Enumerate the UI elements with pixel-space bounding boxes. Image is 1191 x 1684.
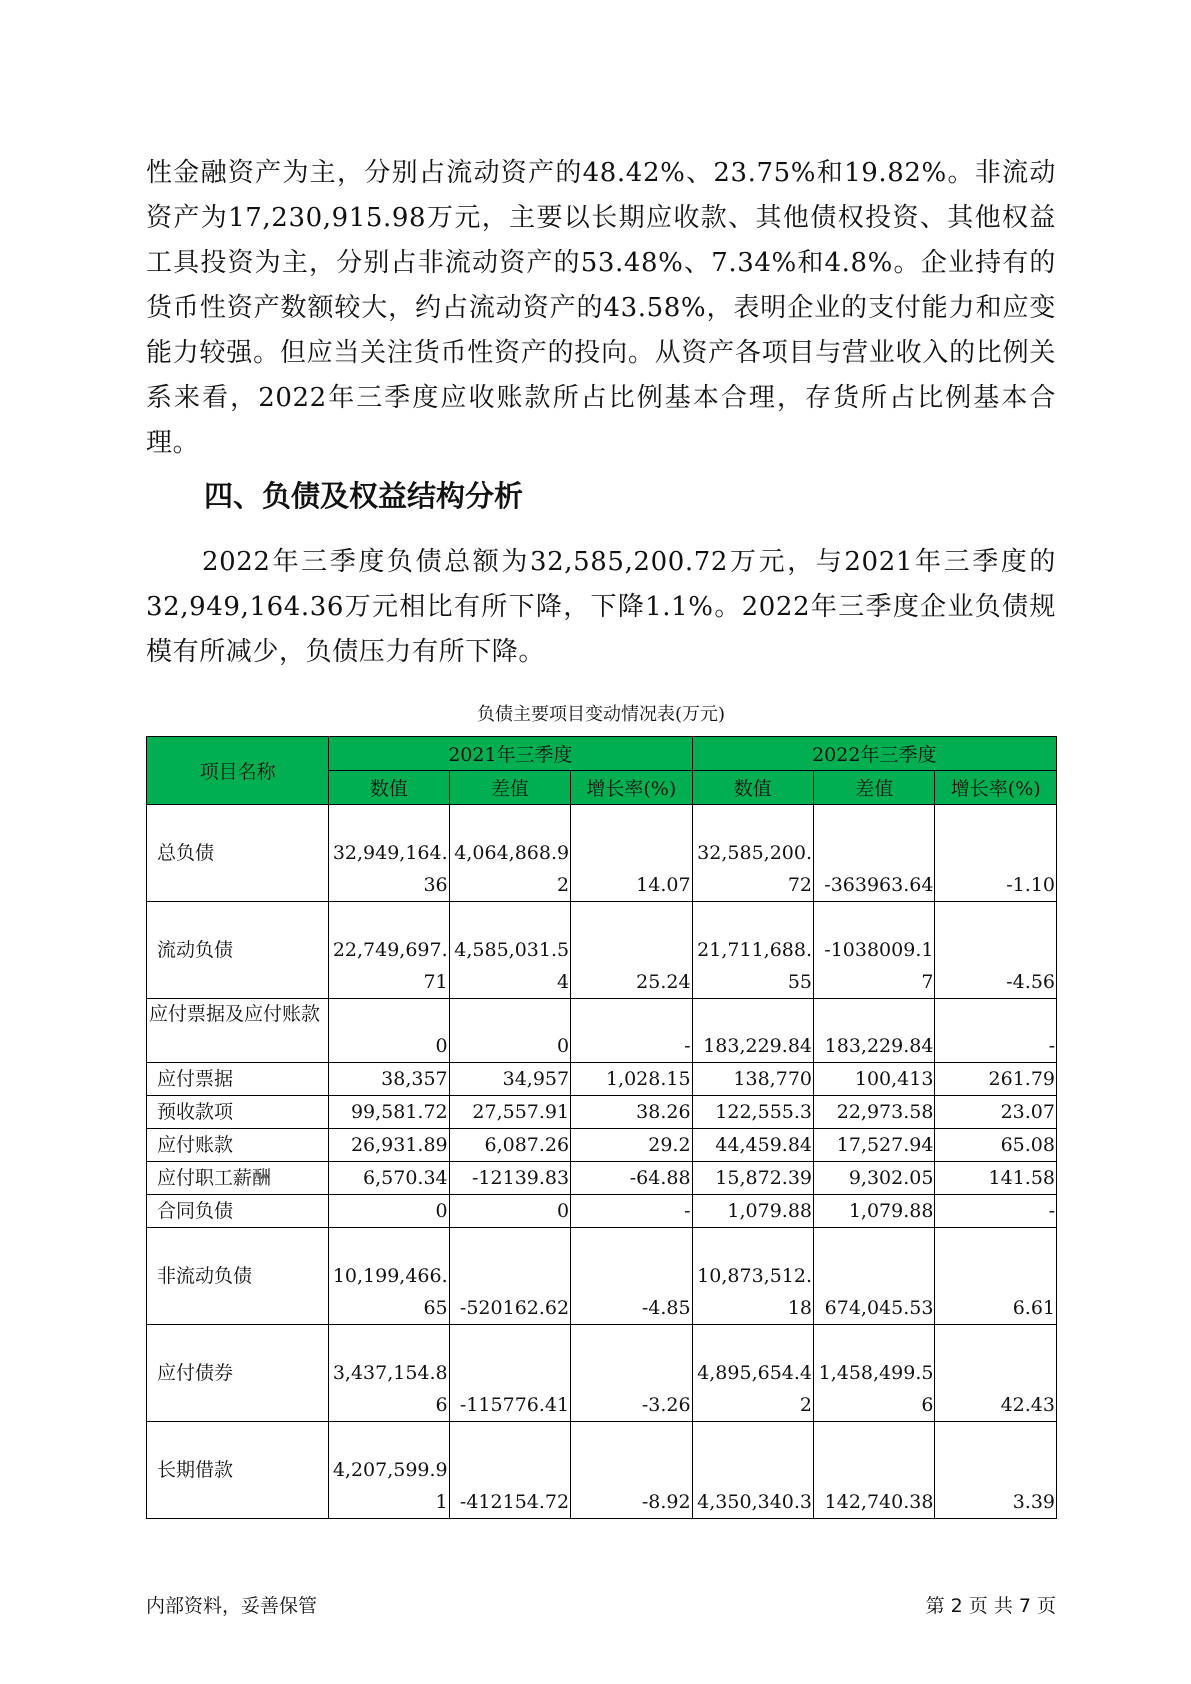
header-difference-2021: 差值 bbox=[449, 771, 570, 805]
cell-value-2021: 3,437,154.86 bbox=[329, 1325, 449, 1422]
cell-value-2022: 15,872.39 bbox=[692, 1162, 813, 1195]
cell-growth-2021: 38.26 bbox=[571, 1096, 692, 1129]
cell-growth-2021: -8.92 bbox=[571, 1422, 692, 1519]
row-name: 应付账款 bbox=[147, 1129, 329, 1162]
table-row bbox=[147, 1162, 1057, 1195]
table-row bbox=[147, 1063, 1057, 1096]
cell-value-2021: 38,357 bbox=[329, 1063, 449, 1096]
cell-growth-2021: -3.26 bbox=[571, 1325, 692, 1422]
cell-growth-2022: - bbox=[935, 1195, 1057, 1228]
cell-growth-2021: 1,028.15 bbox=[571, 1063, 692, 1096]
table-row bbox=[147, 1228, 1057, 1325]
header-growth-2022: 增长率(%) bbox=[935, 771, 1057, 805]
table-row bbox=[147, 1325, 1057, 1422]
cell-growth-2021: 14.07 bbox=[571, 805, 692, 902]
cell-value-2021: 26,931.89 bbox=[329, 1129, 449, 1162]
table-row bbox=[147, 805, 1057, 902]
cell-growth-2021: - bbox=[571, 1195, 692, 1228]
header-value-2021: 数值 bbox=[329, 771, 449, 805]
row-name: 合同负债 bbox=[147, 1195, 329, 1228]
header-period-2022: 2022年三季度 bbox=[692, 737, 1056, 771]
cell-difference-2021: 0 bbox=[449, 999, 570, 1063]
cell-growth-2021: 29.2 bbox=[571, 1129, 692, 1162]
cell-value-2022: 44,459.84 bbox=[692, 1129, 813, 1162]
cell-growth-2022: 6.61 bbox=[935, 1228, 1057, 1325]
cell-growth-2021: - bbox=[571, 999, 692, 1063]
cell-value-2021: 32,949,164.36 bbox=[329, 805, 449, 902]
cell-difference-2022: 22,973.58 bbox=[814, 1096, 935, 1129]
cell-difference-2022: 674,045.53 bbox=[814, 1228, 935, 1325]
table-row bbox=[147, 902, 1057, 999]
cell-value-2022: 21,711,688.55 bbox=[692, 902, 813, 999]
cell-value-2021: 99,581.72 bbox=[329, 1096, 449, 1129]
cell-growth-2022: 261.79 bbox=[935, 1063, 1057, 1096]
table-row bbox=[147, 1096, 1057, 1129]
row-name: 总负债 bbox=[147, 805, 329, 902]
cell-difference-2022: 142,740.38 bbox=[814, 1422, 935, 1519]
cell-value-2022: 1,079.88 bbox=[692, 1195, 813, 1228]
cell-growth-2022: 65.08 bbox=[935, 1129, 1057, 1162]
cell-growth-2022: 23.07 bbox=[935, 1096, 1057, 1129]
cell-difference-2021: 4,585,031.54 bbox=[449, 902, 570, 999]
cell-growth-2022: - bbox=[935, 999, 1057, 1063]
row-name: 流动负债 bbox=[147, 902, 329, 999]
header-difference-2022: 差值 bbox=[814, 771, 935, 805]
cell-growth-2022: -1.10 bbox=[935, 805, 1057, 902]
cell-difference-2021: 6,087.26 bbox=[449, 1129, 570, 1162]
cell-growth-2022: 141.58 bbox=[935, 1162, 1057, 1195]
table-caption: 负债主要项目变动情况表(万元) bbox=[476, 704, 726, 725]
cell-difference-2022: 17,527.94 bbox=[814, 1129, 935, 1162]
cell-growth-2022: -4.56 bbox=[935, 902, 1057, 999]
cell-difference-2021: 34,957 bbox=[449, 1063, 570, 1096]
footer-page-number: 第 2 页 共 7 页 bbox=[925, 1595, 1056, 1617]
section-heading: 四、负债及权益结构分析 bbox=[204, 479, 524, 513]
cell-growth-2021: 25.24 bbox=[571, 902, 692, 999]
cell-difference-2022: -1038009.17 bbox=[814, 902, 935, 999]
cell-difference-2021: 0 bbox=[449, 1195, 570, 1228]
cell-difference-2022: -363963.64 bbox=[814, 805, 935, 902]
cell-growth-2021: -4.85 bbox=[571, 1228, 692, 1325]
cell-difference-2021: -12139.83 bbox=[449, 1162, 570, 1195]
cell-difference-2021: -520162.62 bbox=[449, 1228, 570, 1325]
cell-difference-2022: 1,458,499.56 bbox=[814, 1325, 935, 1422]
cell-value-2022: 183,229.84 bbox=[692, 999, 813, 1063]
cell-value-2021: 0 bbox=[329, 1195, 449, 1228]
table-row bbox=[147, 1129, 1057, 1162]
cell-value-2021: 0 bbox=[329, 999, 449, 1063]
row-name: 应付票据 bbox=[147, 1063, 329, 1096]
row-name: 应付票据及应付账款 bbox=[147, 999, 329, 1063]
cell-difference-2022: 183,229.84 bbox=[814, 999, 935, 1063]
cell-value-2022: 138,770 bbox=[692, 1063, 813, 1096]
row-name: 预收款项 bbox=[147, 1096, 329, 1129]
cell-value-2022: 4,895,654.42 bbox=[692, 1325, 813, 1422]
cell-difference-2022: 1,079.88 bbox=[814, 1195, 935, 1228]
row-name: 应付职工薪酬 bbox=[147, 1162, 329, 1195]
cell-value-2021: 6,570.34 bbox=[329, 1162, 449, 1195]
cell-growth-2022: 3.39 bbox=[935, 1422, 1057, 1519]
body-paragraph-assets: 性金融资产为主，分别占流动资产的48.42%、23.75%和19.82%。非流动资产为17,230,915.98万元，主要以长期应收款、其他债权投资、其他权益工具投资为主，分别占非流动资产的53.48%、7.34%和4.8%。企业持有的货币性资产数额较大，约占流动资产的43.58%，表明企业的支付能力和应变能力较强。但应当关注货币性资产的投向。从资产各项目与营业收入的比例关系来看，2022年三季度应收账款所占比例基本合理，存货所占比例基本合理。 bbox=[146, 158, 1056, 458]
cell-difference-2021: -412154.72 bbox=[449, 1422, 570, 1519]
cell-growth-2021: -64.88 bbox=[571, 1162, 692, 1195]
cell-value-2022: 122,555.3 bbox=[692, 1096, 813, 1129]
row-name: 长期借款 bbox=[147, 1422, 329, 1519]
liability-table bbox=[146, 736, 1057, 1519]
cell-value-2021: 4,207,599.91 bbox=[329, 1422, 449, 1519]
cell-value-2022: 4,350,340.3 bbox=[692, 1422, 813, 1519]
table-row bbox=[147, 1195, 1057, 1228]
cell-difference-2021: 4,064,868.92 bbox=[449, 805, 570, 902]
cell-growth-2022: 42.43 bbox=[935, 1325, 1057, 1422]
row-name: 应付债券 bbox=[147, 1325, 329, 1422]
cell-difference-2022: 9,302.05 bbox=[814, 1162, 935, 1195]
header-item-name: 项目名称 bbox=[147, 737, 329, 805]
row-name: 非流动负债 bbox=[147, 1228, 329, 1325]
header-period-2021: 2021年三季度 bbox=[329, 737, 692, 771]
table-row bbox=[147, 1422, 1057, 1519]
cell-value-2021: 22,749,697.71 bbox=[329, 902, 449, 999]
cell-difference-2021: 27,557.91 bbox=[449, 1096, 570, 1129]
table-row bbox=[147, 999, 1057, 1063]
cell-value-2021: 10,199,466.65 bbox=[329, 1228, 449, 1325]
footer-confidential-note: 内部资料，妥善保管 bbox=[146, 1595, 318, 1617]
cell-difference-2022: 100,413 bbox=[814, 1063, 935, 1096]
header-growth-2021: 增长率(%) bbox=[571, 771, 692, 805]
body-paragraph-liabilities: 2022年三季度负债总额为32,585,200.72万元，与2021年三季度的32,949,164.36万元相比有所下降，下降1.1%。2022年三季度企业负债规模有所减少，负债压力有所下降。 bbox=[146, 547, 1056, 667]
cell-difference-2021: -115776.41 bbox=[449, 1325, 570, 1422]
cell-value-2022: 10,873,512.18 bbox=[692, 1228, 813, 1325]
cell-value-2022: 32,585,200.72 bbox=[692, 805, 813, 902]
header-value-2022: 数值 bbox=[692, 771, 813, 805]
